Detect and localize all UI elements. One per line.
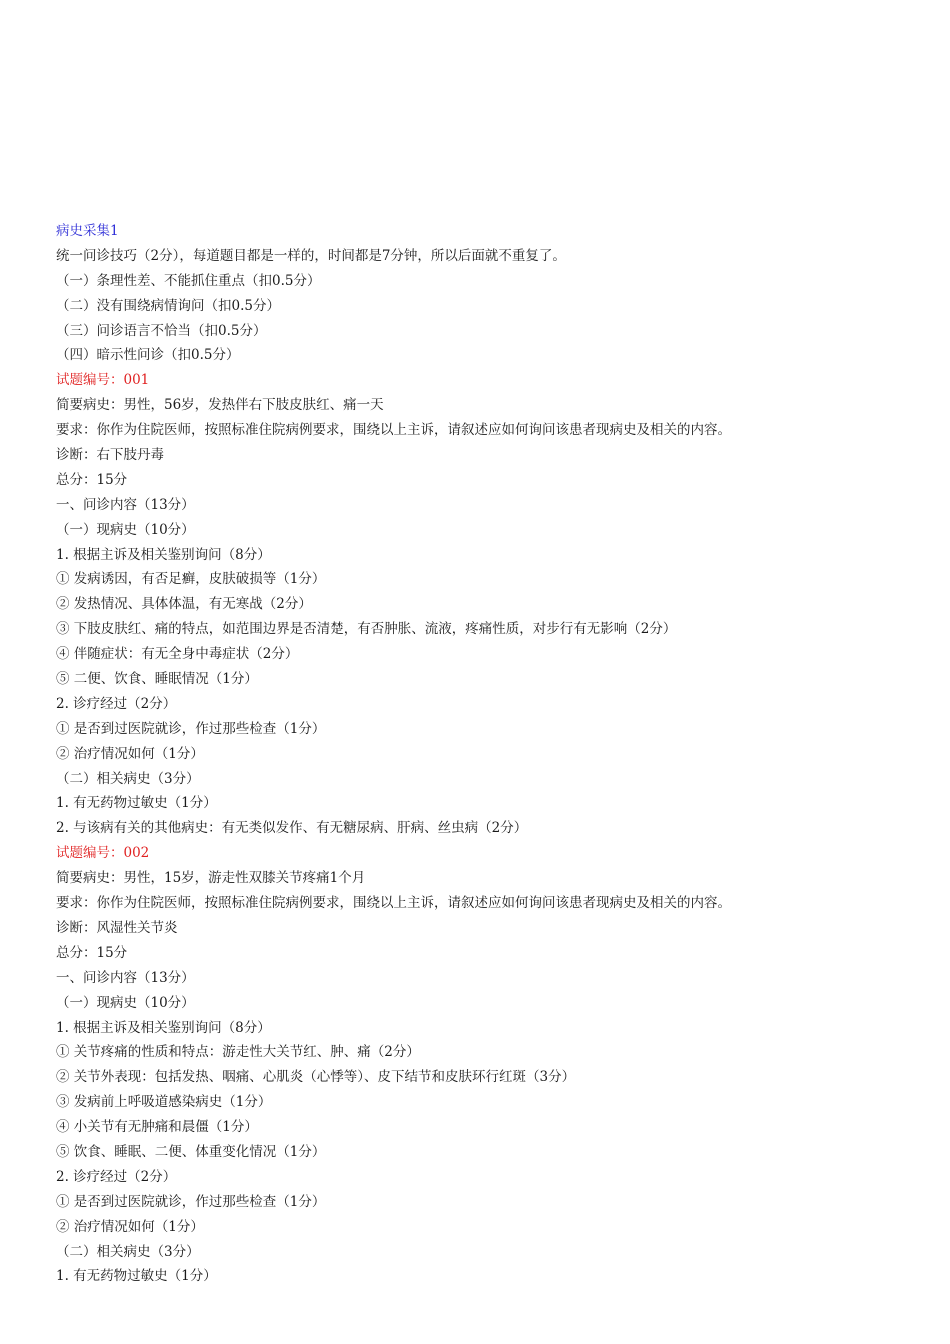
question-requirement: 要求：你作为住院医师，按照标准住院病例要求，围绕以上主诉，请叙述应如何询问该患者现病史及相关的内容。: [56, 422, 731, 439]
circled-item: ② 关节外表现：包括发热、咽痛、心肌炎（心悸等）、皮下结节和皮肤环行红斑（3分）: [56, 1069, 576, 1086]
circled-item: ① 发病诱因，有否足癣，皮肤破损等（1分）: [56, 571, 326, 588]
numbered-item: 1. 根据主诉及相关鉴别询问（8分）: [56, 546, 271, 563]
question-diagnosis: 诊断：右下肢丹毒: [56, 447, 164, 464]
numbered-item: 2. 与该病有关的其他病史：有无类似发作、有无糖尿病、肝病、丝虫病（2分）: [56, 820, 528, 837]
circled-item: ② 治疗情况如何（1分）: [56, 745, 204, 762]
circled-item: ④ 伴随症状：有无全身中毒症状（2分）: [56, 646, 299, 663]
question-brief-history: 简要病史：男性，56岁，发热伴右下肢皮肤红、痛一天: [56, 397, 384, 414]
subsection-heading: （一）现病史（10分）: [56, 994, 195, 1011]
question-total-score: 总分：15分: [56, 471, 128, 488]
circled-item: ⑤ 二便、饮食、睡眠情况（1分）: [56, 671, 258, 688]
circled-item: ① 是否到过医院就诊，作过那些检查（1分）: [56, 1193, 326, 1210]
intro-item: （三）问诊语言不恰当（扣0.5分）: [56, 322, 267, 339]
content-heading: 一、问诊内容（13分）: [56, 969, 195, 986]
subsection-heading: （二）相关病史（3分）: [56, 1243, 200, 1260]
question-diagnosis: 诊断：风湿性关节炎: [56, 919, 178, 936]
question-total-score: 总分：15分: [56, 944, 128, 961]
intro-heading: 统一问诊技巧（2分），每道题目都是一样的，时间都是7分钟，所以后面就不重复了。: [56, 247, 566, 264]
document-body: [56, 219, 916, 1289]
question-id: 试题编号：002: [56, 845, 150, 862]
numbered-item: 1. 有无药物过敏史（1分）: [56, 1268, 217, 1285]
numbered-item: 1. 根据主诉及相关鉴别询问（8分）: [56, 1019, 271, 1036]
numbered-item: 2. 诊疗经过（2分）: [56, 1168, 177, 1185]
circled-item: ③ 发病前上呼吸道感染病史（1分）: [56, 1094, 272, 1111]
question-requirement: 要求：你作为住院医师，按照标准住院病例要求，围绕以上主诉，请叙述应如何询问该患者现病史及相关的内容。: [56, 895, 731, 912]
circled-item: ① 关节疼痛的性质和特点：游走性大关节红、肿、痛（2分）: [56, 1044, 420, 1061]
subsection-heading: （一）现病史（10分）: [56, 521, 195, 538]
circled-item: ① 是否到过医院就诊，作过那些检查（1分）: [56, 720, 326, 737]
circled-item: ⑤ 饮食、睡眠、二便、体重变化情况（1分）: [56, 1143, 326, 1160]
section-title: 病史采集1: [56, 223, 119, 239]
circled-item: ④ 小关节有无肿痛和晨僵（1分）: [56, 1119, 258, 1136]
circled-item: ② 发热情况、具体体温，有无寒战（2分）: [56, 596, 312, 613]
content-heading: 一、问诊内容（13分）: [56, 496, 195, 513]
numbered-item: 2. 诊疗经过（2分）: [56, 695, 177, 712]
circled-item: ③ 下肢皮肤红、痛的特点，如范围边界是否清楚，有否肿胀、流液，疼痛性质，对步行有无影响（2分）: [56, 621, 677, 638]
question-brief-history: 简要病史：男性，15岁，游走性双膝关节疼痛1个月: [56, 870, 366, 887]
numbered-item: 1. 有无药物过敏史（1分）: [56, 795, 217, 812]
intro-item: （二）没有围绕病情询问（扣0.5分）: [56, 297, 280, 314]
circled-item: ② 治疗情况如何（1分）: [56, 1218, 204, 1235]
intro-item: （一）条理性差、不能抓住重点（扣0.5分）: [56, 272, 321, 289]
subsection-heading: （二）相关病史（3分）: [56, 770, 200, 787]
intro-item: （四）暗示性问诊（扣0.5分）: [56, 347, 240, 364]
question-id: 试题编号：001: [56, 372, 150, 389]
